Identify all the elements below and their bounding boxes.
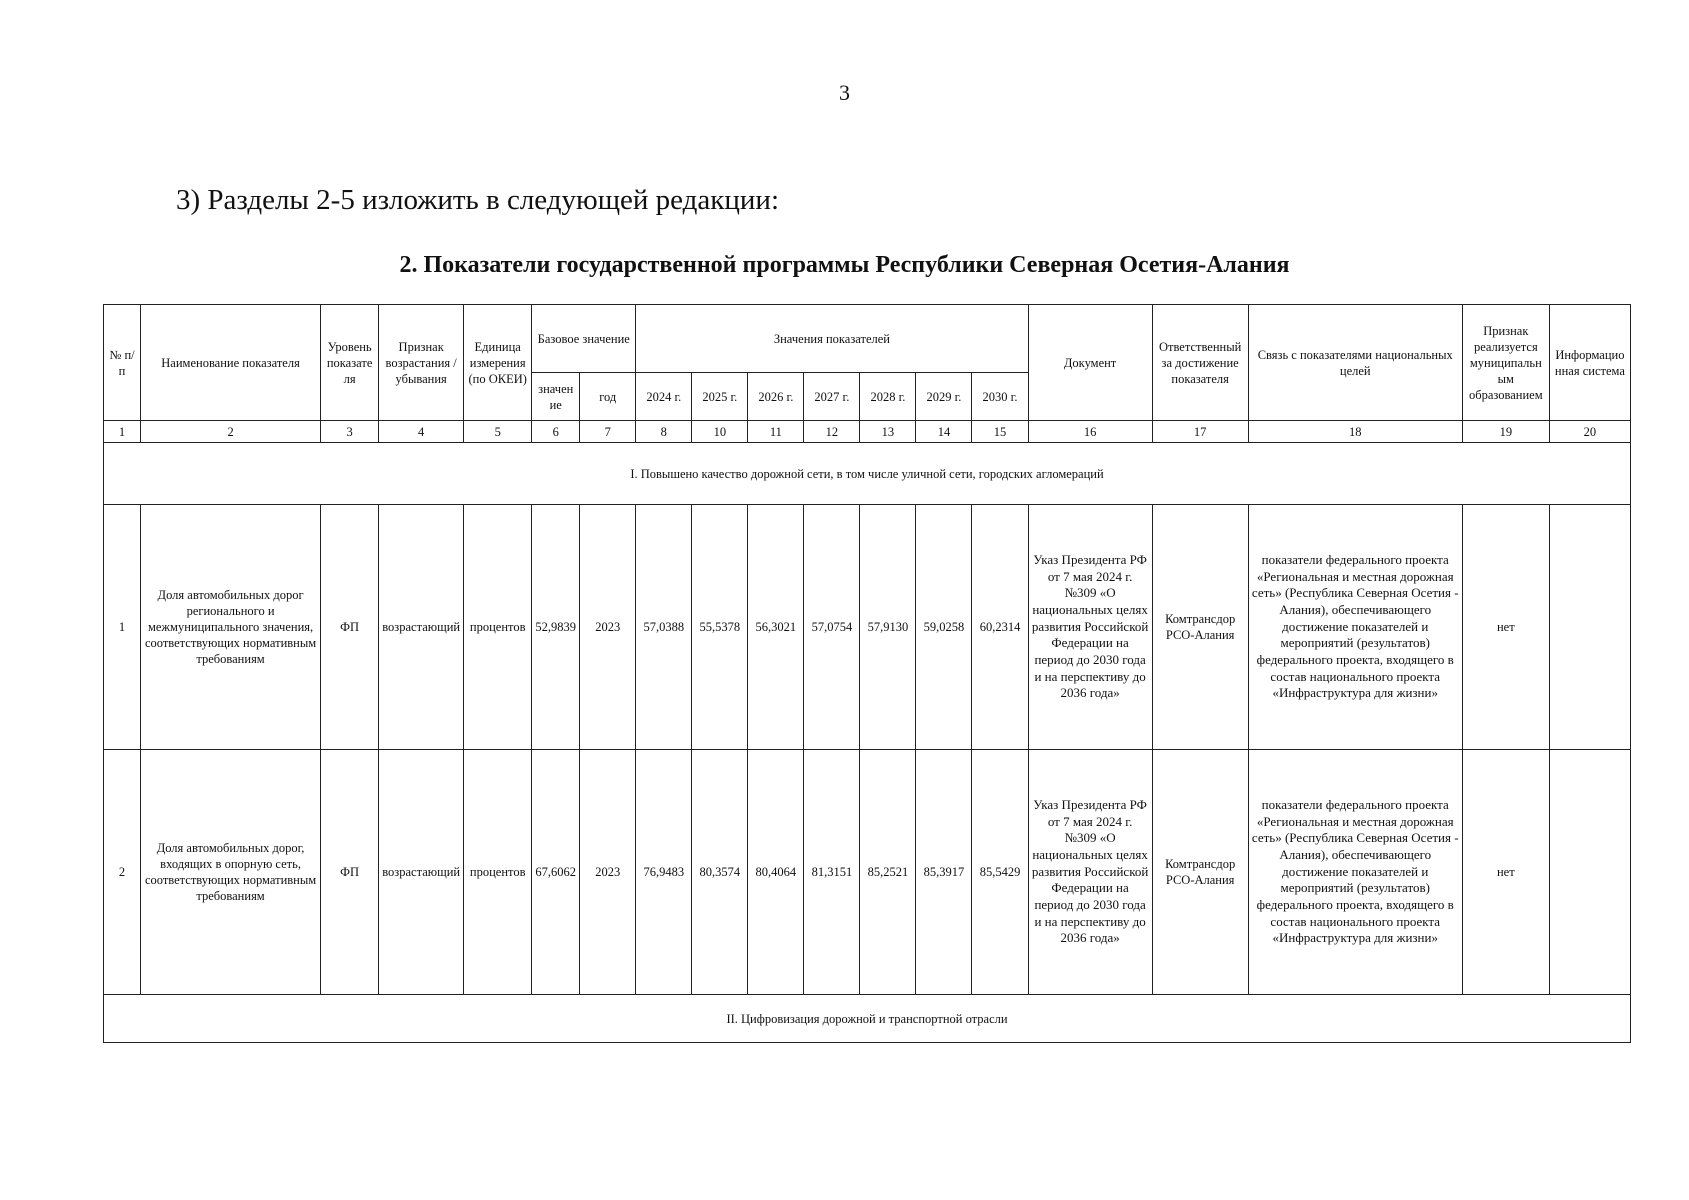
column-number: 13 [860,421,916,443]
row-name: Доля автомобильных дорог регионального и межмуниципального значения, соответствующих нормативным требованиям [141,505,321,750]
row-link: показатели федерального проекта «Региональная и местная дорожная сеть» (Республика Северная Осетия - Алания), обеспечивающего достижение показателей и мероприятий (результатов) федерального проекта, входящего в состав национального проекта «Инфраструктура для жизни» [1248,505,1462,750]
header-link: Связь с показателями национальных целей [1248,305,1462,421]
table-row [104,750,1631,995]
column-number: 3 [321,421,379,443]
column-number: 14 [916,421,972,443]
header-base-value: значение [532,373,580,421]
column-number: 7 [580,421,636,443]
header-level: Уровень показателя [321,305,379,421]
column-number: 17 [1152,421,1248,443]
row-unit: процентов [464,505,532,750]
row-unit: процентов [464,750,532,995]
row-level: ФП [321,505,379,750]
header-name: Наименование показателя [141,305,321,421]
header-sign: Признак возрастания / убывания [379,305,464,421]
row-base-value: 52,9839 [532,505,580,750]
section-heading: I. Повышено качество дорожной сети, в том числе уличной сети, городских агломераций [104,443,1631,505]
row-level: ФП [321,750,379,995]
header-year: 2028 г. [860,373,916,421]
row-value: 76,9483 [636,750,692,995]
column-number: 19 [1462,421,1549,443]
column-number: 16 [1028,421,1152,443]
header-values: Значения показателей [636,305,1028,373]
header-base-year: год [580,373,636,421]
header-unit: Единица измерения (по ОКЕИ) [464,305,532,421]
section-row [104,995,1631,1043]
column-number: 15 [972,421,1028,443]
row-responsible: Комтрансдор РСО-Алания [1152,750,1248,995]
row-value: 80,3574 [692,750,748,995]
header-row [104,305,1631,373]
row-value: 55,5378 [692,505,748,750]
column-number: 10 [692,421,748,443]
page-number: 3 [839,80,850,105]
header-year: 2029 г. [916,373,972,421]
row-value: 81,3151 [804,750,860,995]
intro-text: 3) Разделы 2-5 изложить в следующей редакции: [176,184,779,216]
row-responsible: Комтрансдор РСО-Алания [1152,505,1248,750]
row-municipal: нет [1462,750,1549,995]
row-num: 2 [104,750,141,995]
row-base-value: 67,6062 [532,750,580,995]
row-value: 80,4064 [748,750,804,995]
row-value: 85,2521 [860,750,916,995]
header-municipal: Признак реализуется муниципальным образованием [1462,305,1549,421]
header-year: 2026 г. [748,373,804,421]
row-municipal: нет [1462,505,1549,750]
indicators-table [103,304,1631,1043]
header-year: 2030 г. [972,373,1028,421]
column-number: 1 [104,421,141,443]
row-value: 85,5429 [972,750,1028,995]
column-number: 4 [379,421,464,443]
row-name: Доля автомобильных дорог, входящих в опорную сеть, соответствующих нормативным требованиям [141,750,321,995]
row-info-system [1549,750,1630,995]
row-value: 85,3917 [916,750,972,995]
header-num: № п/ п [104,305,141,421]
row-base-year: 2023 [580,750,636,995]
row-document: Указ Президента РФ от 7 мая 2024 г. №309 «О национальных целях развития Российской Федерации на период до 2030 года и на перспективу до 2036 года» [1028,505,1152,750]
header-year: 2027 г. [804,373,860,421]
row-sign: возрастающий [379,505,464,750]
column-number: 8 [636,421,692,443]
row-value: 57,0388 [636,505,692,750]
row-value: 59,0258 [916,505,972,750]
column-number: 20 [1549,421,1630,443]
table-row [104,505,1631,750]
column-number: 6 [532,421,580,443]
row-num: 1 [104,505,141,750]
row-link: показатели федерального проекта «Региональная и местная дорожная сеть» (Республика Северная Осетия - Алания), обеспечивающего достижение показателей и мероприятий (результатов) федерального проекта, входящего в состав национального проекта «Инфраструктура для жизни» [1248,750,1462,995]
header-base: Базовое значение [532,305,636,373]
column-number: 11 [748,421,804,443]
header-year: 2025 г. [692,373,748,421]
header-responsible: Ответственный за достижение показателя [1152,305,1248,421]
column-number: 18 [1248,421,1462,443]
header-document: Документ [1028,305,1152,421]
column-number-row [104,421,1631,443]
row-document: Указ Президента РФ от 7 мая 2024 г. №309 «О национальных целях развития Российской Федерации на период до 2030 года и на перспективу до 2036 года» [1028,750,1152,995]
row-value: 56,3021 [748,505,804,750]
section-row [104,443,1631,505]
header-year: 2024 г. [636,373,692,421]
column-number: 5 [464,421,532,443]
column-number: 2 [141,421,321,443]
row-info-system [1549,505,1630,750]
header-info-system: Информационная система [1549,305,1630,421]
row-sign: возрастающий [379,750,464,995]
section-heading: II. Цифровизация дорожной и транспортной отрасли [104,995,1631,1043]
row-value: 60,2314 [972,505,1028,750]
row-value: 57,0754 [804,505,860,750]
row-base-year: 2023 [580,505,636,750]
column-number: 12 [804,421,860,443]
section-title: 2. Показатели государственной программы Республики Северная Осетия-Алания [399,252,1290,278]
row-value: 57,9130 [860,505,916,750]
